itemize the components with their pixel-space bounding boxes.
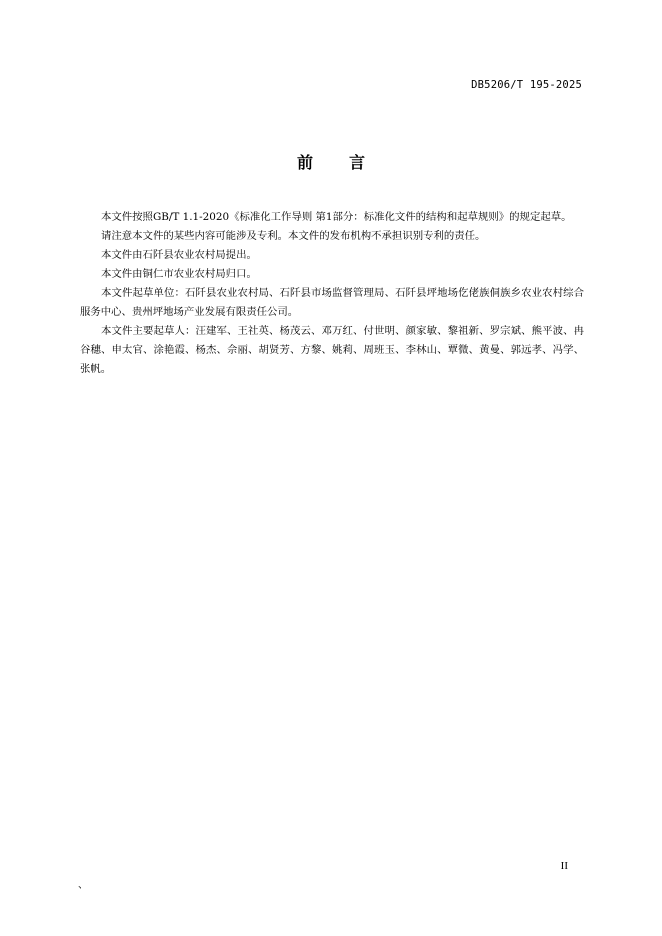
paragraph-drafting-rules: 本文件按照GB/T 1.1-2020《标准化工作导则 第1部分：标准化文件的结构和起草规则》的规定起草。 xyxy=(101,211,572,223)
paragraph-patent-notice: 请注意本文件的某些内容可能涉及专利。本文件的发布机构不承担识别专利的责任。 xyxy=(101,230,486,242)
paragraph-drafters: 本文件主要起草人：汪建军、王社英、杨茂云、邓万红、付世明、颜家敏、黎祖新、罗宗斌、熊平波、冉谷穗、申太官、涂艳霞、杨杰、佘丽、胡贤芳、方黎、姚莉、周班玉、李林山、覃微、黄曼、郭远孝、冯学、张帆。 xyxy=(80,325,584,375)
page-title: 前言 xyxy=(296,153,401,172)
paragraph-centralized-unit: 本文件由铜仁市农业农村局归口。 xyxy=(101,268,257,280)
standard-code: DB5206/T 195-2025 xyxy=(471,79,582,91)
page-number: II xyxy=(560,860,568,872)
stray-mark: 、 xyxy=(78,880,88,891)
paragraph-drafting-units: 本文件起草单位：石阡县农业农村局、石阡县市场监督管理局、石阡县坪地场仡佬族侗族乡农业农村综合服务中心、贵州坪地场产业发展有限责任公司。 xyxy=(80,287,584,318)
paragraph-proposer: 本文件由石阡县农业农村局提出。 xyxy=(101,249,257,261)
foreword-body xyxy=(80,208,584,379)
